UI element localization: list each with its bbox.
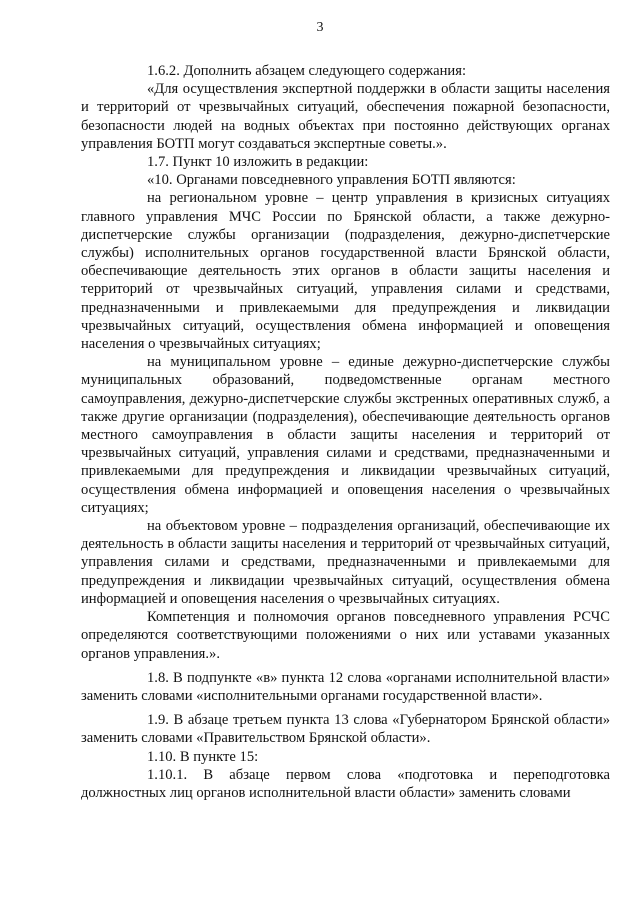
paragraph-1-6-2: 1.6.2. Дополнить абзацем следующего содержания: [147,63,467,79]
paragraph-competence: Компетенция и полномочия органов повседневного управления РСЧС определяются соответствующими положениями о них или уставами указанных органов управления.». [81,609,610,662]
paragraph-1-8: 1.8. В подпункте «в» пункта 12 слова «органами исполнительной власти» заменить словами «исполнительными органами государственной власти». [81,669,610,704]
paragraph-quote-expert-councils: «Для осуществления экспертной поддержки в области защиты населения и территорий от чрезвычайных ситуаций, обеспечения пожарной безопасности, безопасности людей на водных объектах при постоянно действующих органах управления БОТП могут создаваться экспертные советы.». [81,81,610,152]
paragraph-1-9: 1.9. В абзаце третьем пункта 13 слова «Губернатором Брянской области» заменить словами «Правительством Брянской области». [81,712,610,747]
document-body [81,62,610,802]
paragraph-municipal-level: на муниципальном уровне – единые дежурно-диспетчерские службы муниципальных образований, подведомственные органам местного самоуправления, дежурно-диспетчерские службы экстренных оперативных служб, а также другие организации (подразделения), обеспечивающие деятельность органов местного самоуправления в области защиты населения и территорий от чрезвычайных ситуаций, управления силами и средствами, предназначенными и привлекаемыми для предупреждения и ликвидации чрезвычайных ситуаций, осуществления обмена информацией и оповещения населения о чрезвычайных ситуациях; [81,354,610,516]
paragraph-1-10: 1.10. В пункте 15: [147,748,259,765]
page-number: 3 [316,20,324,35]
paragraph-1-10-1: 1.10.1. В абзаце первом слова «подготовка и переподготовка должностных лиц органов исполнительной власти области» заменить словами [81,766,610,801]
paragraph-item-10: «10. Органами повседневного управления БОТП являются: [147,172,516,189]
paragraph-regional-level: на региональном уровне – центр управления в кризисных ситуациях главного управления МЧС России по Брянской области, а также дежурно-диспетчерские службы организации (подразделения, дежурно-диспетчерские службы) исполнительных органов государственной власти Брянской области, обеспечивающие деятельность этих органов в области защиты населения и территорий от чрезвычайных ситуаций, управления силами и средствами, предназначенными и привлекаемыми для предупреждения и ликвидации чрезвычайных ситуаций, осуществления обмена информацией и оповещения населения о чрезвычайных ситуациях; [81,190,610,353]
paragraph-1-7: 1.7. Пункт 10 изложить в редакции: [147,154,369,171]
paragraph-object-level: на объектовом уровне – подразделения организаций, обеспечивающие их деятельность в области защиты населения и территорий от чрезвычайных ситуаций, управления силами и средствами, предназначенными и привлекаемыми для предупреждения и ликвидации чрезвычайных ситуаций, осуществления обмена информацией и оповещения населения о чрезвычайных ситуациях. [81,518,610,607]
